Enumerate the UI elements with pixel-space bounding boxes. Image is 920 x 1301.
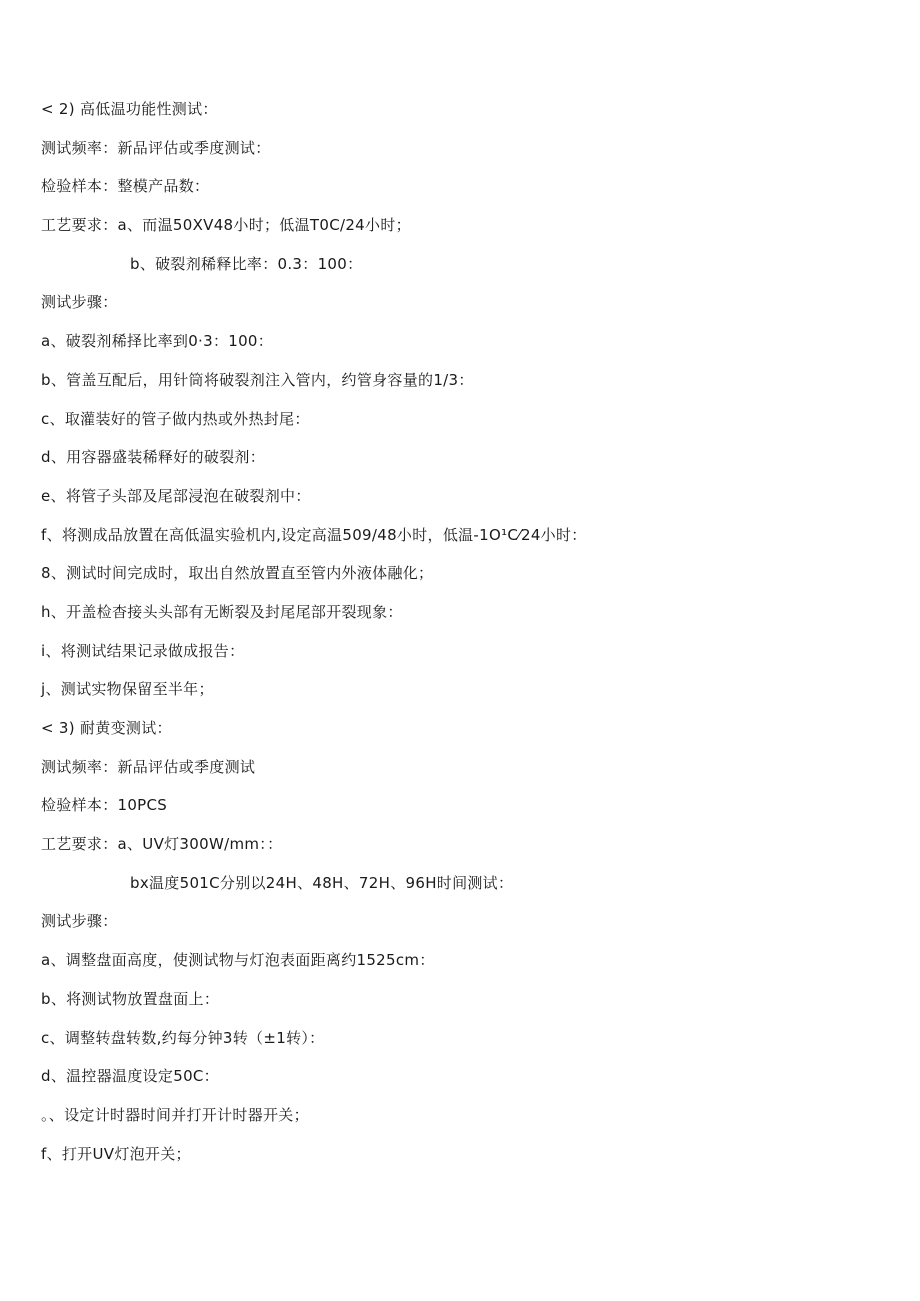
step-item: j、测试实物保留至半年；	[41, 680, 214, 699]
step-item: d、温控器温度设定50C：	[41, 1067, 219, 1086]
process-requirement-b-line: b、破裂剂稀释比率：0.3：100：	[130, 254, 363, 273]
test-steps-heading: 测试步骤：	[41, 293, 118, 312]
document-body	[41, 90, 881, 1173]
test-frequency-line: 测试频率：新品评估或季度测试：	[41, 138, 271, 157]
step-item: a、调整盘面高度，使测试物与灯泡表面距离约1525cm：	[41, 951, 435, 970]
step-item: c、取灌装好的管子做内热或外热封尾：	[41, 409, 310, 428]
step-item: 。、设定计时器时间并打开计时器开关；	[41, 1105, 309, 1124]
step-item: d、用容器盛装稀释好的破裂剂：	[41, 448, 266, 467]
step-item: h、开盖检杳接头头部有无断裂及封尾尾部开裂现象：	[41, 602, 403, 621]
step-item: b、将测试物放置盘面上：	[41, 989, 220, 1008]
step-item: i、将测试结果记录做成报告：	[41, 641, 245, 660]
step-item: c、调整转盘转数,约每分钟3转（±1转）：	[41, 1028, 325, 1047]
process-requirement-line: 工艺要求：a、UV灯300W/mm：：	[41, 835, 283, 854]
test-frequency-line: 测试频率：新品评估或季度测试	[41, 757, 256, 776]
process-requirement-line: 工艺要求：a、而温50XV48小时；低温T0C/24小时；	[41, 216, 411, 235]
section-heading-high-low-temp: < 2) 高低温功能性测试：	[41, 100, 218, 118]
step-item: f、将测成品放置在高低温实验机内,设定高温509/48小时，低温-1O¹C⁄24小时：	[41, 525, 587, 544]
step-item: a、破裂剂稀择比率到0·3：100：	[41, 332, 274, 351]
sample-line: 检验样本：整模产品数：	[41, 177, 210, 196]
step-item: b、管盖互配后，用针筒将破裂剂注入管内，约管身容量的1/3：	[41, 370, 474, 389]
step-item: 8、测试时间完成时，取出自然放置直至管内外液体融化；	[41, 564, 434, 583]
process-requirement-b-line: bx温度501C分别以24H、48H、72H、96H时间测试：	[130, 873, 514, 892]
sample-line: 检验样本：10PCS	[41, 796, 168, 815]
step-item: f、打开UV灯泡开关；	[41, 1144, 191, 1163]
section-heading-yellowing: < 3) 耐黄变测试：	[41, 719, 172, 737]
step-item: e、将管子头部及尾部浸泡在破裂剂中：	[41, 486, 311, 505]
test-steps-heading: 测试步骤：	[41, 912, 118, 931]
